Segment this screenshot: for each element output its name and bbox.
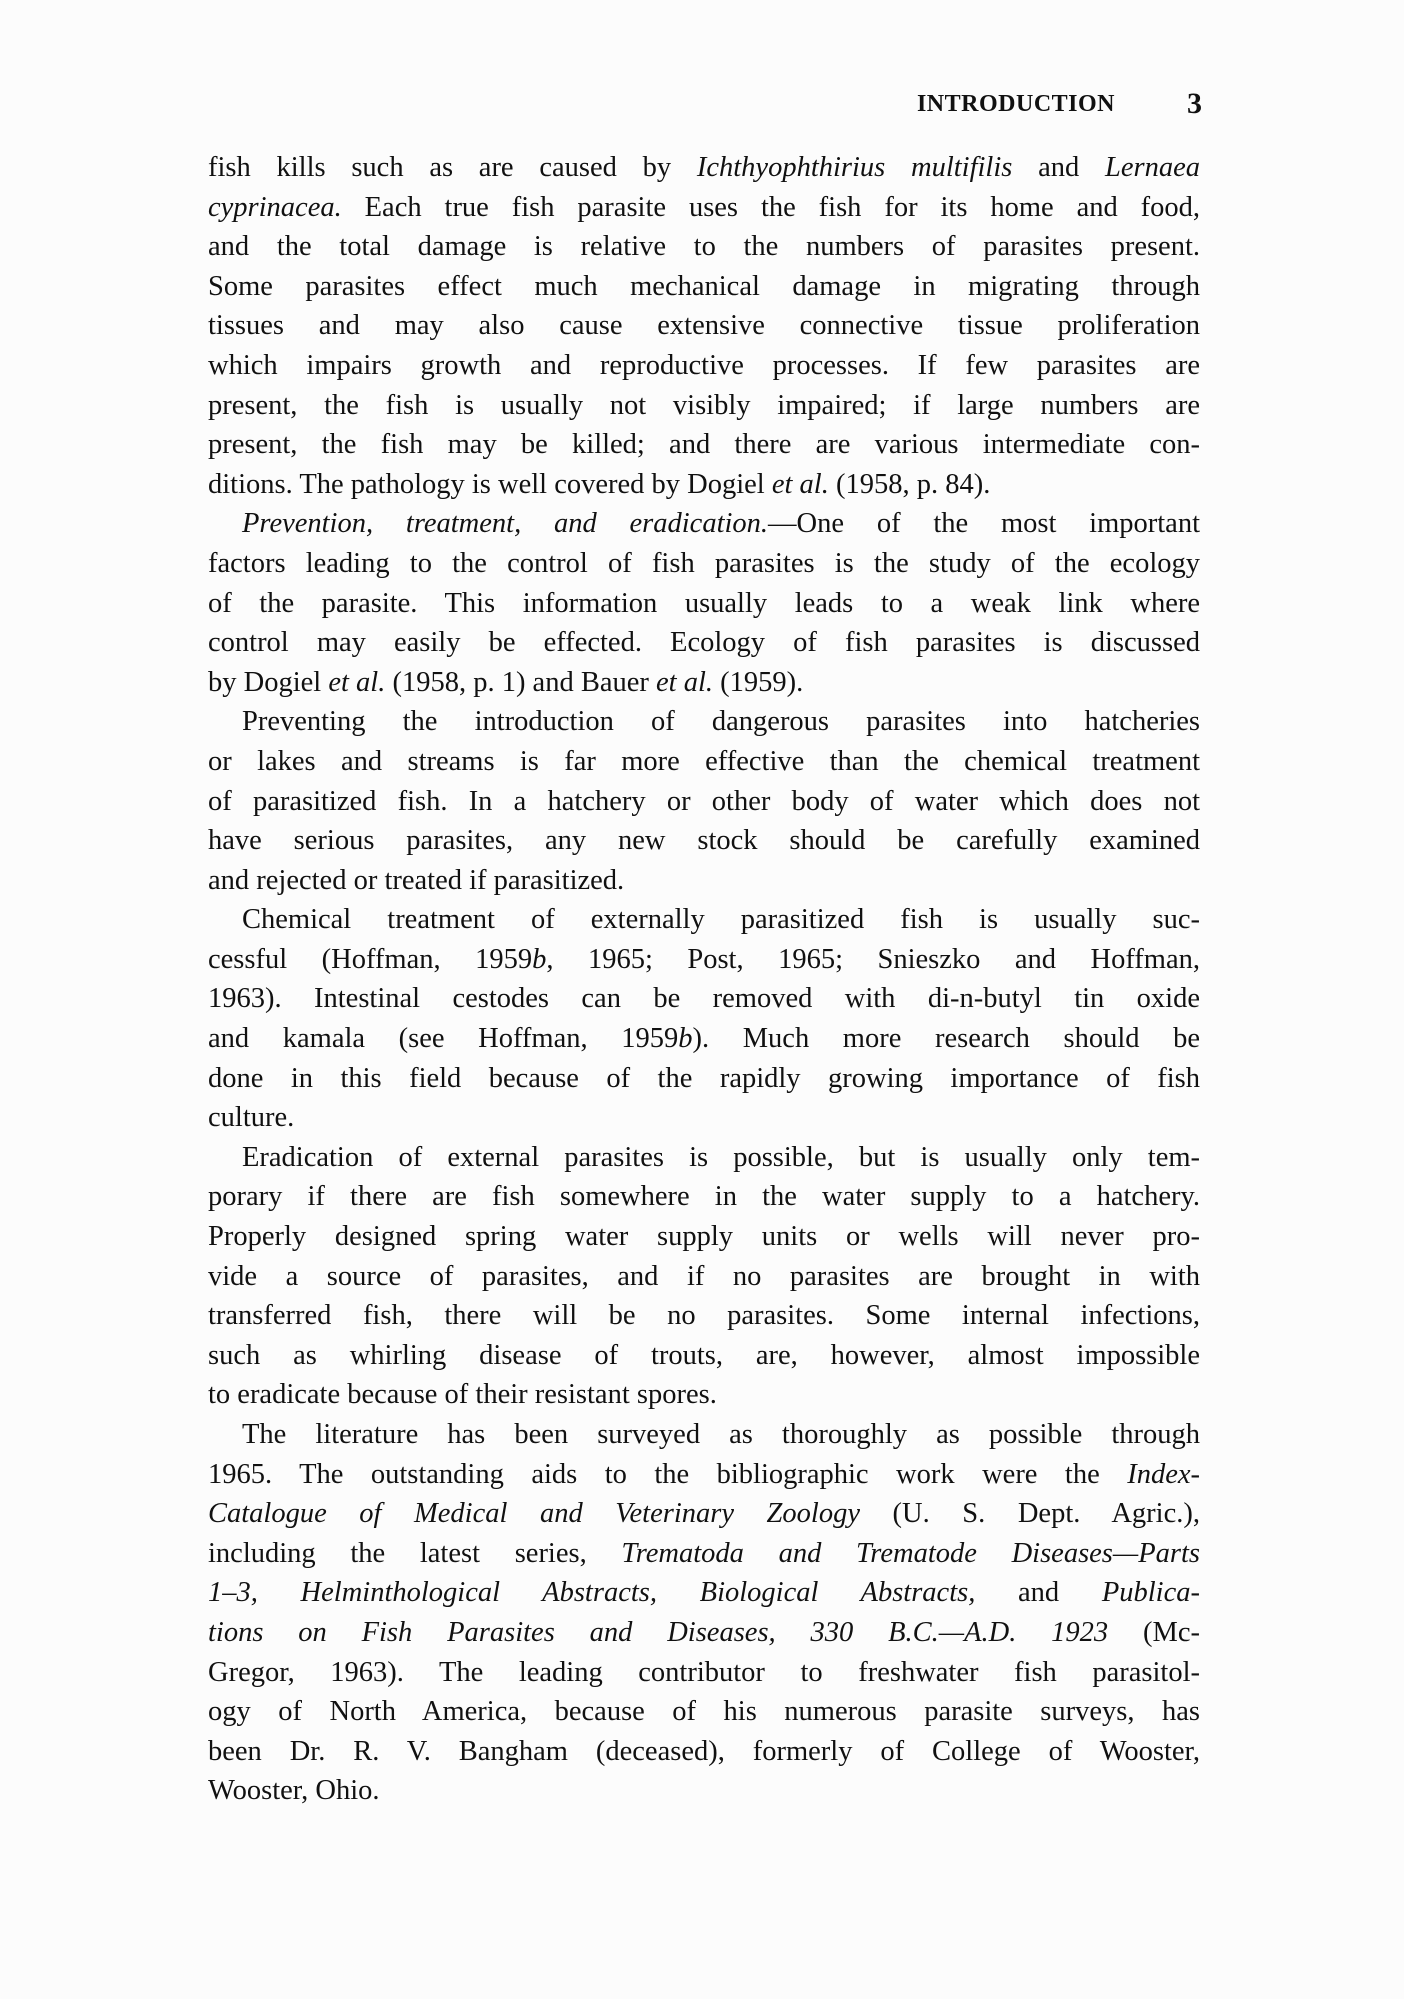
text-run: (U. S. Dept. Agric.), (859, 1498, 1200, 1530)
text-line (208, 782, 1200, 822)
text-run: and (975, 1577, 1102, 1609)
text-line (208, 623, 1200, 663)
text-run: to eradicate because of their resistant spores. (208, 1379, 717, 1411)
text-run: of the parasite. This information usually leads to a weak link where (208, 587, 1200, 619)
text-line (208, 1653, 1200, 1693)
italic-text: Trematoda and Trematode Diseases—Parts (621, 1537, 1200, 1569)
italic-text: cyprinacea. (208, 191, 342, 223)
text-run: ). Much more research should be (692, 1023, 1201, 1055)
text-run: (Mc- (1108, 1616, 1200, 1648)
italic-text: et al. (328, 666, 386, 698)
text-line (208, 1177, 1200, 1217)
text-run: Preventing the introduction of dangerous parasites into hatcheries (242, 706, 1200, 738)
text-line (208, 1138, 1200, 1178)
italic-text: b (678, 1023, 693, 1055)
text-run: Gregor, 1963). The leading contributor to freshwater fish parasitol- (208, 1656, 1200, 1688)
text-run: vide a source of parasites, and if no parasites are brought in with (208, 1260, 1200, 1292)
text-line (208, 821, 1200, 861)
text-run: and (1012, 152, 1105, 183)
text-line (208, 267, 1200, 307)
text-run: Each true fish parasite uses the fish for its home and food, (341, 191, 1200, 223)
text-run: including the latest series, (208, 1537, 622, 1569)
text-run: been Dr. R. V. Bangham (deceased), formerly of College of Wooster, (208, 1735, 1200, 1767)
text-line (208, 1494, 1200, 1534)
italic-text: Catalogue of Medical and Veterinary Zoology (208, 1498, 860, 1530)
text-run: which impairs growth and reproductive processes. If few parasites are (208, 349, 1200, 381)
text-run: and kamala (see Hoffman, 1959 (208, 1023, 679, 1055)
text-run: (1958, p. 1) and Bauer (385, 666, 657, 698)
text-run: of parasitized fish. In a hatchery or other body of water which does not (208, 785, 1200, 817)
text-line (208, 861, 1200, 901)
text-run: tissues and may also cause extensive connective tissue proliferation (208, 310, 1200, 342)
running-head: INTRODUCTION (916, 90, 1115, 117)
text-line (208, 1019, 1200, 1059)
text-line (208, 1059, 1200, 1099)
text-line (208, 1375, 1200, 1415)
body-text (208, 148, 1200, 1811)
text-line (208, 742, 1200, 782)
text-line (208, 1257, 1200, 1297)
text-run: 1965. The outstanding aids to the bibliographic work were the (208, 1458, 1128, 1490)
text-line (208, 663, 1200, 703)
italic-text: Publica- (1101, 1577, 1200, 1609)
italic-text: Ichthyophthirius multifilis (696, 152, 1013, 183)
italic-text: b (532, 943, 547, 975)
text-run: present, the fish may be killed; and there are various intermediate con- (208, 429, 1200, 461)
italic-text: tions on Fish Parasites and Diseases, 330 B.C.—A.D. 1923 (208, 1616, 1109, 1648)
text-run: by Dogiel (208, 666, 329, 698)
text-line (208, 188, 1200, 228)
italic-text: Prevention, treatment, and eradication. (242, 508, 769, 540)
italic-text: 1–3, Helminthological Abstracts, Biological Abstracts, (208, 1577, 976, 1609)
text-line (208, 1455, 1200, 1495)
text-line (208, 1098, 1200, 1138)
text-run: Chemical treatment of externally parasitized fish is usually suc- (242, 904, 1200, 936)
text-run: Some parasites effect much mechanical damage in migrating through (208, 270, 1200, 302)
text-line (208, 1573, 1200, 1613)
text-run: or lakes and streams is far more effective than the chemical treatment (208, 745, 1200, 777)
page-number: 3 (1187, 87, 1202, 120)
text-line (208, 1415, 1200, 1455)
text-line (208, 1692, 1200, 1732)
text-run: control may easily be effected. Ecology of fish parasites is discussed (208, 627, 1200, 659)
text-run: such as whirling disease of trouts, are, however, almost impossible (208, 1339, 1200, 1371)
text-run: factors leading to the control of fish parasites is the study of the ecology (208, 547, 1200, 579)
text-run: (1958, p. 84). (828, 468, 991, 500)
text-line (208, 979, 1200, 1019)
text-line (208, 702, 1200, 742)
text-line (208, 386, 1200, 426)
italic-text: et al. (771, 468, 829, 500)
italic-text: et al. (656, 666, 714, 698)
text-run: porary if there are fish somewhere in the water supply to a hatchery. (208, 1181, 1200, 1213)
text-run: ogy of North America, because of his numerous parasite surveys, has (208, 1696, 1200, 1728)
text-line (208, 465, 1200, 505)
text-line (208, 544, 1200, 584)
italic-text: Lernaea (1105, 152, 1200, 183)
text-run: (1959). (713, 666, 804, 698)
text-line (208, 1534, 1200, 1574)
text-line (208, 148, 1200, 188)
text-line (208, 306, 1200, 346)
text-run: present, the fish is usually not visibly impaired; if large numbers are (208, 389, 1200, 421)
text-line (208, 227, 1200, 267)
text-run: fish kills such as are caused by (208, 152, 697, 183)
text-line (208, 940, 1200, 980)
text-run: , 1965; Post, 1965; Snieszko and Hoffman, (546, 943, 1200, 975)
text-run: culture. (208, 1102, 295, 1134)
text-line (208, 425, 1200, 465)
text-run: Properly designed spring water supply units or wells will never pro- (208, 1221, 1200, 1253)
text-line (208, 900, 1200, 940)
text-line (208, 1732, 1200, 1772)
text-line (208, 346, 1200, 386)
text-run: transferred fish, there will be no parasites. Some internal infections, (208, 1300, 1200, 1332)
text-run: The literature has been surveyed as thoroughly as possible through (242, 1419, 1200, 1450)
text-line (208, 1296, 1200, 1336)
text-line (208, 504, 1200, 544)
text-line (208, 1217, 1200, 1257)
text-run: have serious parasites, any new stock should be carefully examined (208, 825, 1200, 857)
italic-text: Index- (1127, 1458, 1200, 1490)
text-run: Wooster, Ohio. (208, 1775, 380, 1807)
text-run: and rejected or treated if parasitized. (208, 864, 625, 896)
text-run: Eradication of external parasites is possible, but is usually only tem- (242, 1141, 1200, 1173)
text-run: and the total damage is relative to the numbers of parasites present. (208, 231, 1200, 263)
text-run: 1963). Intestinal cestodes can be removed with di-n-butyl tin oxide (208, 983, 1200, 1015)
text-run: —One of the most important (768, 508, 1200, 540)
text-line (208, 584, 1200, 624)
page-header (917, 84, 1202, 124)
text-line (208, 1336, 1200, 1376)
text-run: ditions. The pathology is well covered by Dogiel (208, 468, 772, 500)
text-line (208, 1771, 1200, 1811)
text-run: done in this field because of the rapidly growing importance of fish (208, 1062, 1200, 1094)
text-line (208, 1613, 1200, 1653)
text-run: cessful (Hoffman, 1959 (208, 943, 533, 975)
